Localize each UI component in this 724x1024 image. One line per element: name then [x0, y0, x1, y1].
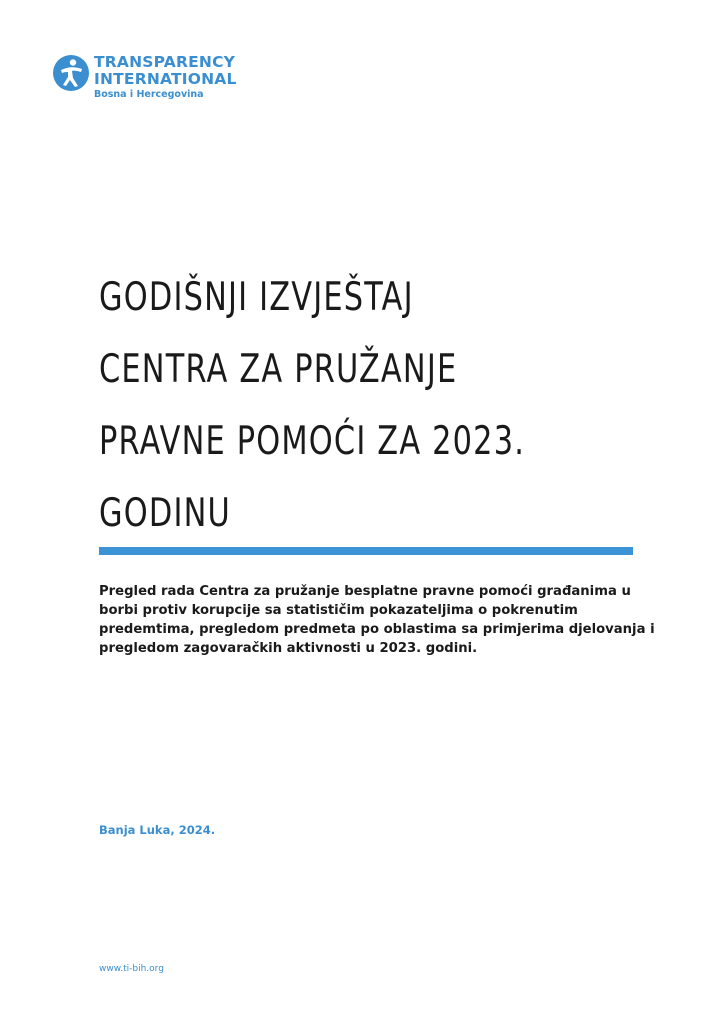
website-link[interactable]: www.ti-bih.org [99, 964, 164, 974]
title-line: GODIŠNJI IZVJEŠTAJ [99, 275, 414, 320]
report-summary [99, 582, 655, 658]
title-divider [99, 547, 633, 555]
logo-line-international: INTERNATIONAL [94, 70, 237, 88]
summary-line: predemtima, pregledom predmeta po oblastima sa primjerima djelovanja i [99, 622, 655, 637]
transparency-international-logo-icon [52, 54, 90, 92]
summary-line: Pregled rada Centra za pružanje besplatne pravne pomoći građanima u [99, 584, 631, 599]
organization-logo [52, 54, 237, 101]
title-line: GODINU [99, 491, 231, 536]
logo-wordmark [94, 54, 237, 101]
title-line: CENTRA ZA PRUŽANJE [99, 347, 458, 392]
report-title [99, 262, 536, 550]
place-and-date: Banja Luka, 2024. [99, 823, 216, 837]
logo-subtitle: Bosna i Hercegovina [94, 89, 204, 100]
title-line: PRAVNE POMOĆI ZA 2023. [99, 419, 526, 464]
summary-line: borbi protiv korupcije sa statističim pokazateljima o pokrenutim [99, 603, 578, 618]
summary-line: pregledom zagovaračkih aktivnosti u 2023. godini. [99, 641, 478, 656]
logo-line-transparency: TRANSPARENCY [94, 53, 236, 71]
